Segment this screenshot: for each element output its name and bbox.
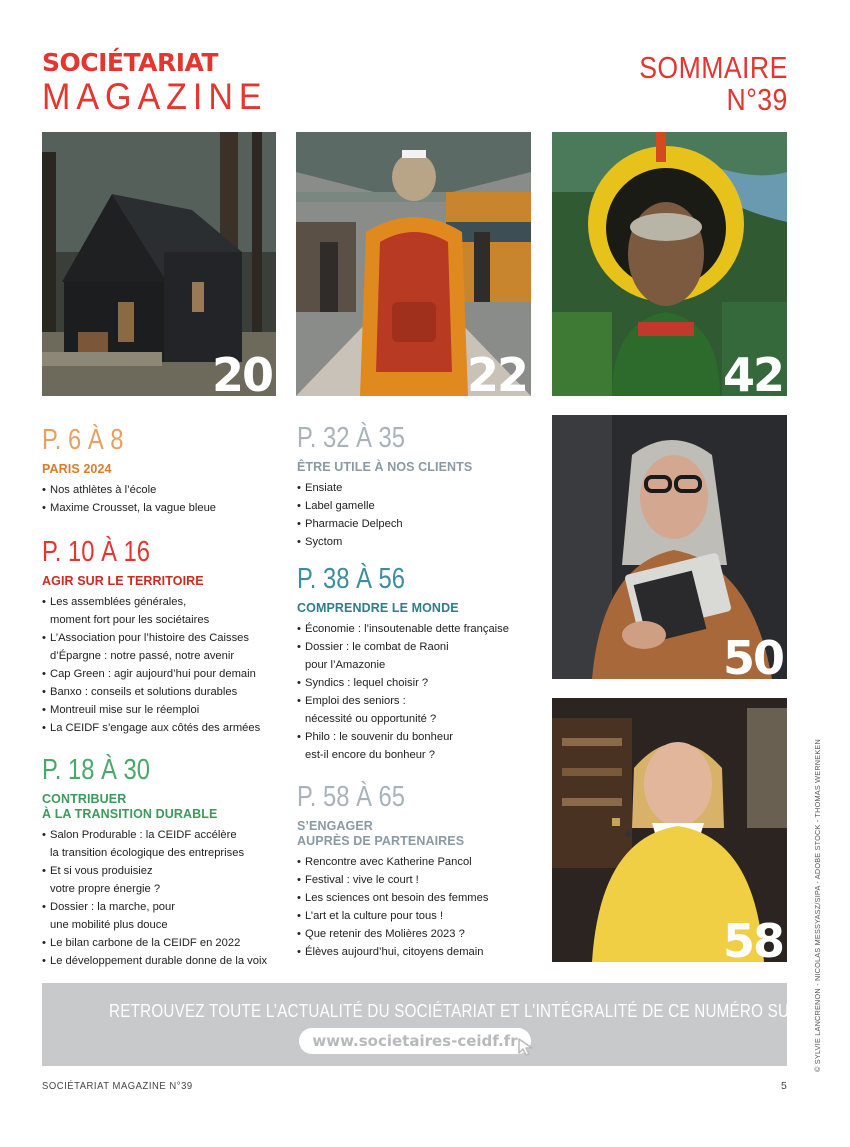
section-pages: P. 58 À 65	[297, 781, 405, 813]
list-item: • Nos athlètes à l’école	[42, 484, 157, 496]
issue-number: N°39	[726, 82, 788, 117]
article-list	[42, 826, 267, 970]
article-list	[42, 481, 216, 517]
list-item: • Salon Produrable : la CEIDF accélère la transition écologique des entreprises	[42, 829, 245, 859]
list-item: • Cap Green : agir aujourd’hui pour demain	[42, 668, 256, 680]
section-title: S’ENGAGER AUPRÈS DE PARTENAIRES	[297, 819, 465, 848]
list-item: • Rencontre avec Katherine Pancol	[297, 856, 472, 868]
list-item: • Ensiate	[297, 482, 343, 494]
article-list	[297, 479, 472, 551]
list-item: • Emploi des seniors : nécessité ou opportunité ?	[297, 695, 437, 725]
list-item: • Banxo : conseils et solutions durables	[42, 686, 238, 698]
list-item: • La CEIDF s’engage aux côtés des armées	[42, 722, 261, 734]
cursor-icon	[517, 1037, 535, 1057]
section-paris-2024	[42, 424, 216, 517]
list-item: • Festival : vive le court !	[297, 874, 419, 886]
section-title: CONTRIBUER À LA TRANSITION DURABLE	[42, 792, 218, 821]
footer-publication: SOCIÉTARIAT MAGAZINE N°39	[42, 1080, 193, 1092]
section-title: PARIS 2024	[42, 462, 112, 476]
photo-traveler	[296, 132, 531, 396]
list-item: • Et si vous produisiez votre propre énergie ?	[42, 865, 161, 895]
list-item: • Élèves aujourd’hui, citoyens demain	[297, 946, 484, 958]
section-pages: P. 38 À 56	[297, 563, 405, 595]
section-title: COMPRENDRE LE MONDE	[297, 601, 459, 615]
list-item: • Que retenir des Molières 2023 ?	[297, 928, 465, 940]
article-list	[297, 853, 488, 961]
list-item: • Dossier : la marche, pour une mobilité plus douce	[42, 901, 175, 931]
list-item: • Maxime Crousset, la vague bleue	[42, 502, 217, 514]
list-item: • Philo : le souvenir du bonheur est-il encore du bonheur ?	[297, 731, 454, 761]
section-partenaires	[297, 781, 488, 961]
list-item: • Label gamelle	[297, 500, 375, 512]
list-item: • Montreuil mise sur le réemploi	[42, 704, 200, 716]
list-item: • Syndics : lequel choisir ?	[297, 677, 429, 689]
list-item: • Pharmacie Delpech	[297, 518, 403, 530]
magazine-logo	[42, 50, 287, 116]
page-number: 20	[211, 348, 272, 396]
section-pages: P. 18 À 30	[42, 754, 150, 786]
list-item: • Dossier : le combat de Raoni pour l’Amazonie	[297, 641, 449, 671]
section-pages: P. 32 À 35	[297, 422, 405, 454]
list-item: • L’Association pour l’histoire des Caisses d’Épargne : notre passé, notre avenir	[42, 632, 249, 662]
section-pages: P. 10 À 16	[42, 536, 150, 568]
photo-author	[552, 698, 787, 962]
logo-subtitle: MAGAZINE	[42, 76, 268, 117]
section-pages: P. 6 À 8	[42, 424, 124, 456]
page-number: 42	[722, 348, 783, 396]
website-link[interactable]: www.societaires-ceidf.fr	[299, 1028, 531, 1054]
list-item: • Le développement durable donne de la voix	[42, 955, 268, 967]
photo-senior-woman	[552, 415, 787, 679]
summary-heading	[615, 52, 788, 116]
section-title: ÊTRE UTILE À NOS CLIENTS	[297, 460, 473, 474]
page-number: 22	[466, 348, 527, 396]
list-item: • Le bilan carbone de la CEIDF en 2022	[42, 937, 241, 949]
photo-raoni	[552, 132, 787, 396]
photo-credit: © SYLVIE LANCRENON - NICOLAS MESSYASZ/SIPA - ADOBE STOCK - THOMAS WERNEKEN	[813, 739, 822, 1072]
article-list	[297, 620, 509, 764]
list-item: • L’art et la culture pour tous !	[297, 910, 444, 922]
section-title: AGIR SUR LE TERRITOIRE	[42, 574, 204, 588]
logo-title: SOCIÉTARIAT	[42, 48, 218, 77]
footer-page-number: 5	[781, 1080, 787, 1092]
list-item: • Les assemblées générales, moment fort pour les sociétaires	[42, 596, 210, 626]
section-comprendre-monde	[297, 563, 509, 764]
section-utile-clients	[297, 422, 472, 551]
section-transition-durable	[42, 754, 267, 970]
summary-title: SOMMAIRE	[639, 50, 788, 85]
page-number: 58	[722, 914, 783, 962]
photo-cabin	[42, 132, 276, 396]
section-agir-territoire	[42, 536, 260, 737]
website-banner	[42, 983, 801, 1066]
page-number: 50	[722, 631, 783, 679]
article-list	[42, 593, 260, 737]
list-item: • Les sciences ont besoin des femmes	[297, 892, 489, 904]
list-item: • Syctom	[297, 536, 343, 548]
list-item: • Économie : l’insoutenable dette française	[297, 623, 509, 635]
banner-text: RETROUVEZ TOUTE L’ACTUALITÉ DU SOCIÉTARIAT ET L’INTÉGRALITÉ DE CE NUMÉRO SUR	[109, 1000, 801, 1021]
